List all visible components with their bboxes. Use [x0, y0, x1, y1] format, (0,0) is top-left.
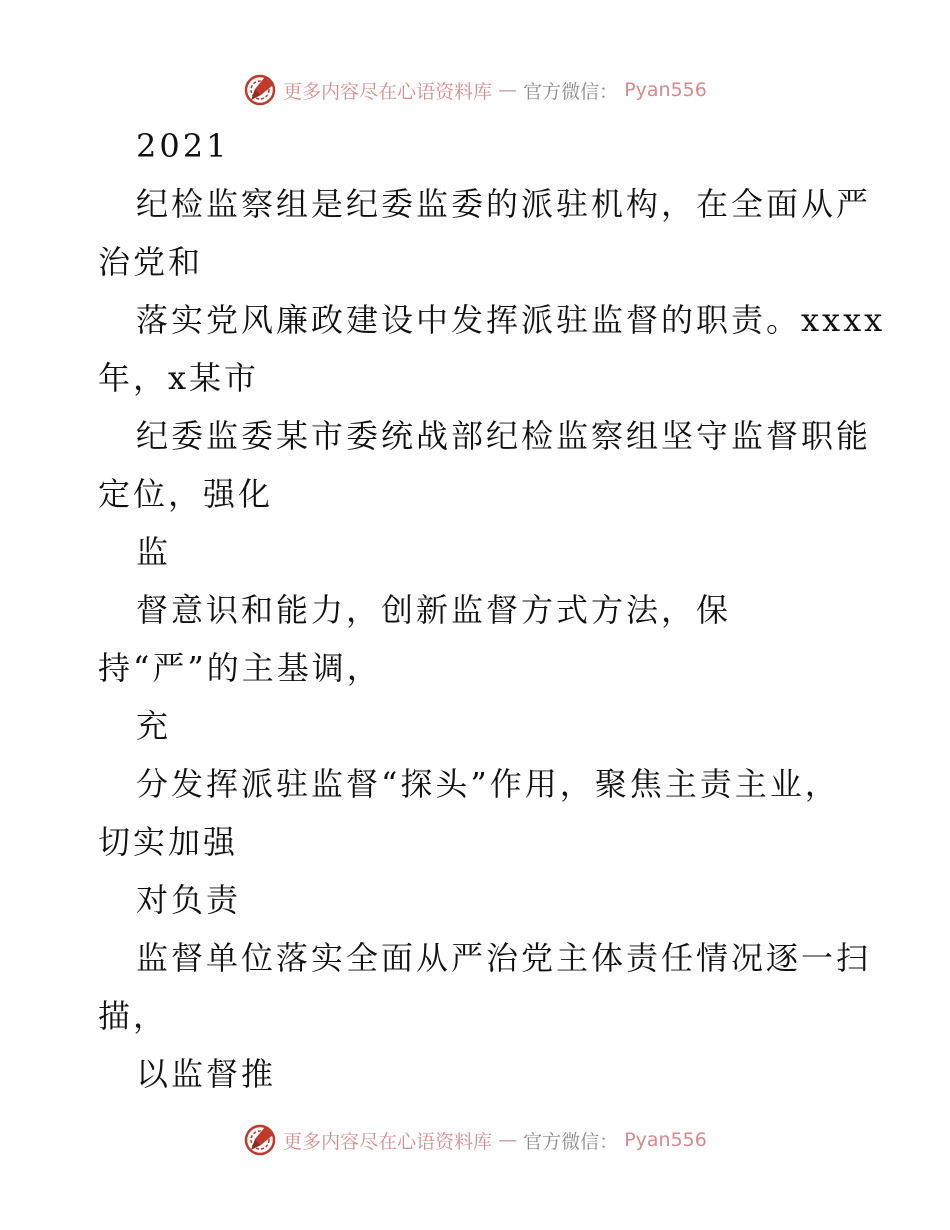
text-line: 充	[136, 707, 172, 745]
pen-nib-logo-icon	[243, 1123, 277, 1157]
watermark-wechat-id: Pyan556	[624, 79, 707, 101]
text-line: 定位，强化	[98, 475, 274, 513]
text-line: 治党和	[98, 243, 204, 281]
watermark-label: 官方微信：	[523, 80, 619, 103]
text-line: 监	[136, 533, 172, 571]
text-line: 督意识和能力，创新监督方式方法，保	[136, 591, 732, 629]
text-line: 纪检监察组是纪委监委的派驻机构，在全面从严	[136, 185, 872, 223]
text-line: 描，	[98, 997, 169, 1035]
text-line: 年，x某市	[98, 359, 260, 397]
text-line: 纪委监委某市委统战部纪检监察组坚守监督职能	[136, 417, 872, 455]
text-line: 以监督推	[136, 1055, 277, 1093]
text-line: 持“严”的主基调，	[98, 649, 382, 687]
footer-watermark	[0, 1120, 950, 1160]
watermark-label: 官方微信：	[523, 1130, 619, 1153]
watermark-separator: —	[498, 1129, 518, 1151]
watermark-brand: 更多内容尽在心语资料库	[283, 80, 493, 103]
watermark-wechat-id: Pyan556	[624, 1129, 707, 1151]
watermark-separator: —	[498, 79, 518, 101]
text-line: 2021	[136, 127, 230, 165]
text-line: 切实加强	[98, 823, 239, 861]
text-line: 分发挥派驻监督“探头”作用，聚焦主责主业，	[136, 765, 840, 803]
text-line: 监督单位落实全面从严治党主体责任情况逐一扫	[136, 939, 872, 977]
text-line: 落实党风廉政建设中发挥派驻监督的职责。xxxx	[136, 301, 886, 339]
watermark-brand: 更多内容尽在心语资料库	[283, 1130, 493, 1153]
text-line: 对负责	[136, 881, 242, 919]
